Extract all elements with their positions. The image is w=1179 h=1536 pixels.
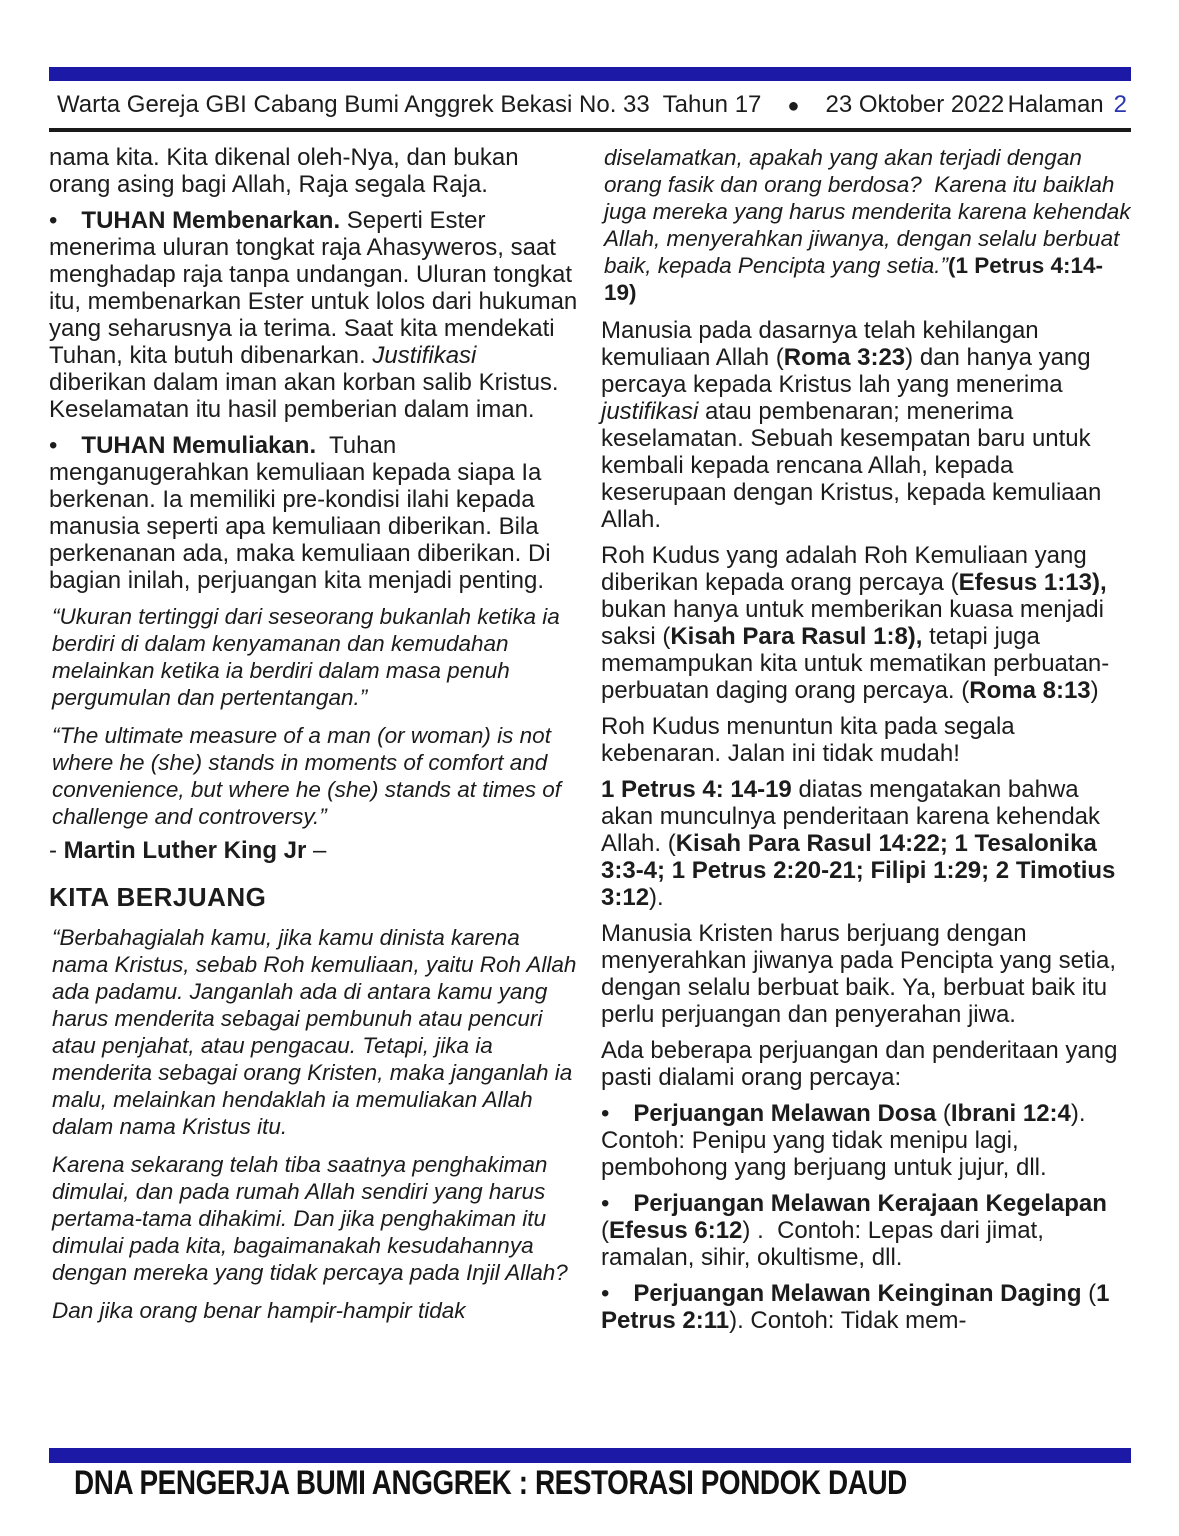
paragraph-body [601,1280,1131,1334]
text-run: • [601,1280,634,1307]
text-run: ( [936,1100,951,1127]
text-run: TUHAN Membenarkan. [81,207,347,234]
paragraph-body [601,317,1131,533]
text-run: – [306,837,327,864]
text-run: Kisah Para Rasul 14:22; 1 Tesalonika 3:3-4; 1 Petrus 2:20-21; Filipi 1:29; 2 Timotius 3:12 [601,830,1116,911]
paragraph-body [601,1037,1131,1091]
page-number: 2 [1113,91,1127,118]
text-run: ( [1081,1280,1097,1307]
text-run: TUHAN Memuliakan. [81,432,317,459]
paragraph-quote [601,144,1131,306]
text-run: • [601,1100,634,1127]
section-heading [49,882,579,912]
left-column [49,144,579,1444]
paragraph-body [601,1190,1131,1271]
paragraph-quote [49,1297,579,1324]
text-run: (1 Petrus 4:14-19) [604,253,1104,305]
text-run: Perjuangan Melawan Kerajaan Kegelapan [633,1190,1107,1217]
text-run: Roma 8:13 [969,677,1091,704]
text-run: 1 Petrus 4: 14-19 [601,776,792,803]
text-run: KITA BERJUANG [49,882,267,912]
text-run: Roh Kudus yang adalah Roh Kemuliaan yang diberikan kepada orang percaya ( [601,542,1087,596]
text-run: nama kita. Kita dikenal oleh-Nya, dan bukan orang asing bagi Allah, Raja segala Raja. [49,144,519,198]
text-run: ( [601,1217,609,1244]
paragraph-body [601,920,1131,1028]
text-run: ) [1090,677,1099,704]
paragraph-quote [49,924,579,1140]
header-rule [49,128,1131,132]
text-run: “The ultimate measure of a man (or woman) is not where he (she) stands in moments of comfort and convenience, but where he (she) stands at times of challenge and controversy.” [52,723,562,829]
text-run: • [601,1190,634,1217]
text-run: ). Contoh: Penipu yang tidak menipu lagi, pembohong yang berjuang untuk jujur, dll. [601,1100,1099,1181]
text-run: Manusia pada dasarnya telah kehilangan kemuliaan Allah ( [601,317,1039,371]
text-run: Karena sekarang telah tiba saatnya penghakiman dimulai, dan pada rumah Allah sendiri yang harus pertama-tama dihakimi. Dan jika penghakiman itu dimulai pada kita, bagaimanakah kesudahannya dengan mereka yang tidak percaya pada Injil Allah? [52,1152,568,1285]
page-header [49,81,1131,128]
text-run: Perjuangan Melawan Dosa [633,1100,937,1127]
text-run: bukan hanya untuk memberikan kuasa menjadi saksi ( [601,596,1104,650]
text-run: ). Contoh: Tidak mem- [729,1307,967,1334]
text-run: diatas mengatakan bahwa akan munculnya penderitaan karena kehendak Allah. ( [601,776,1101,857]
paragraph-body [601,776,1131,911]
text-run: justifikasi [601,398,699,425]
text-run: Seperti Ester menerima uluran tongkat raja Ahasyweros, saat menghadap raja tanpa undangan. Uluran tongkat itu, membenarkan Ester untuk lolos dari hukuman yang seharusnya ia terima. Saat kita mendekati Tuhan, kita butuh dibenarkan. [49,207,578,369]
page-content [49,0,1131,1444]
newsletter-title: Warta Gereja GBI Cabang Bumi Anggrek Bekasi No. 33 Tahun 17 [57,91,762,118]
page-number-label: Halaman [1007,91,1104,118]
text-run: • [49,432,82,459]
text-run: Roma 3:23 [783,344,906,371]
text-run: • [49,207,82,234]
paragraph-quote [49,1151,579,1286]
paragraph-body [601,542,1131,704]
paragraph-body [601,1100,1131,1181]
footer-banner: DNA PENGERJA BUMI ANGGREK : RESTORASI PONDOK DAUD [74,1464,907,1502]
paragraph-body [49,432,579,594]
text-run: Tuhan menganugerahkan kemuliaan kepada siapa Ia berkenan. Ia memiliki pre-kondisi ilahi kepada manusia seperti apa kemuliaan diberikan. Bila perkenanan ada, maka kemuliaan diberikan. Di bagian inilah, perjuangan kita menjadi penting. [49,432,551,594]
text-run: diberikan dalam iman akan korban salib Kristus. Keselamatan itu hasil pemberian dalam iman. [49,369,559,423]
text-run: Ada beberapa perjuangan dan penderitaan yang pasti dialami orang percaya: [601,1037,1118,1091]
text-run: Manusia Kristen harus berjuang dengan menyerahkan jiwanya pada Pencipta yang setia, dengan selalu berbuat baik. Ya, berbuat baik itu perlu perjuangan dan penyerahan jiwa. [601,920,1116,1028]
separator-dot-icon: ● [787,95,800,117]
text-run: ). [649,884,664,911]
text-run: Martin Luther King Jr [63,837,307,864]
text-run: 1 Petrus 2:11 [601,1280,1110,1334]
text-run: Roh Kudus menuntun kita pada segala kebenaran. Jalan ini tidak mudah! [601,713,1015,767]
issue-date: 23 Oktober 2022 [825,91,1005,118]
text-run: “Berbahagialah kamu, jika kamu dinista karena nama Kristus, sebab Roh kemuliaan, yaitu Roh Allah ada padamu. Janganlah ada di antara kamu yang harus menderita sebagai pembunuh atau pencuri atau penjahat, atau pengacau. Tetapi, jika ia menderita sebagai orang Kristen, maka janganlah ia malu, melainkan hendaklah ia memuliakan Allah dalam nama Kristus itu. [52,925,577,1139]
article-columns [49,144,1131,1444]
text-run: Efesus 1:13), [958,569,1107,596]
text-run: diselamatkan, apakah yang akan terjadi dengan orang fasik dan orang berdosa? Karena itu baiklah juga mereka yang harus menderita karena kehendak Allah, menyerahkan jiwanya, dengan selalu berbuat baik, kepada Pencipta yang setia.” [604,145,1131,278]
text-run: - [49,837,64,864]
paragraph-body [49,207,579,423]
text-run: Efesus 6:12 [609,1217,743,1244]
paragraph-body [49,144,579,198]
text-run: atau pembenaran; menerima keselamatan. Sebuah kesempatan baru untuk kembali kepada rencana Allah, kepada keserupaan dengan Kristus, kepada kemuliaan Allah. [601,398,1102,533]
paragraph-quote [49,722,579,830]
footer-accent-bar [49,1448,1131,1463]
paragraph-body [601,713,1131,767]
paragraph-quote [49,603,579,711]
text-run: Kisah Para Rasul 1:8), [670,623,923,650]
text-run: Justifikasi [372,342,477,369]
text-run: tetapi juga memampukan kita untuk mematikan perbuatan-perbuatan daging orang percaya. ( [601,623,1110,704]
text-run: Perjuangan Melawan Keinginan Daging [633,1280,1082,1307]
top-accent-bar [49,67,1131,81]
text-run: Dan jika orang benar hampir-hampir tidak [52,1298,466,1323]
text-run: ) dan hanya yang percaya kepada Kristus lah yang menerima [601,344,1091,398]
right-column [601,144,1131,1444]
text-run: “Ukuran tertinggi dari seseorang bukanlah ketika ia berdiri di dalam kenyamanan dan kemudahan melainkan ketika ia berdiri dalam masa penuh pergumulan dan pertentangan.” [52,604,560,710]
text-run: ) . Contoh: Lepas dari jimat, ramalan, sihir, okultisme, dll. [601,1217,1044,1271]
text-run: Ibrani 12:4 [950,1100,1071,1127]
paragraph-attrib [49,837,579,864]
